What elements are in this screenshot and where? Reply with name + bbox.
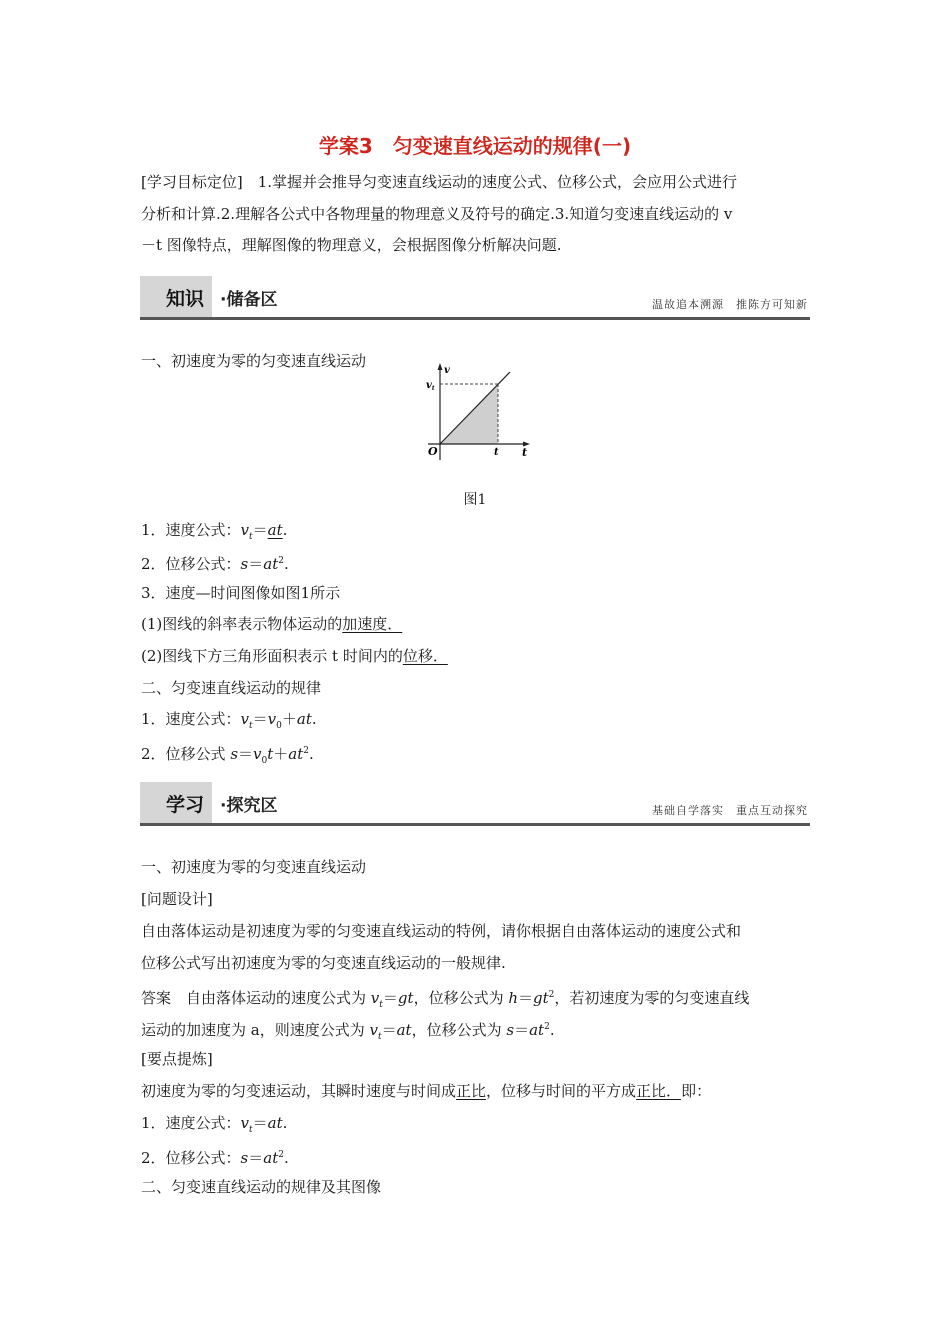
banner-slogan: 温故追本溯源 推陈方可知新: [652, 298, 808, 311]
t-tick-label: t: [494, 447, 499, 458]
banner-slogan: 基础自学落实 重点互动探究: [652, 804, 808, 817]
section-banner-knowledge: [140, 276, 810, 320]
goals-line-3: －t 图像特点，理解图像的物理意义，会根据图像分析解决问题.: [141, 236, 562, 254]
slope-meaning: (1)图线的斜率表示物体运动的加速度．: [141, 615, 403, 633]
banner-subtitle: ·探究区: [220, 796, 278, 816]
origin-label: O: [428, 445, 438, 458]
section-heading: 二、匀变速直线运动的规律及其图像: [141, 1178, 382, 1196]
v-axis-label: v: [444, 365, 450, 376]
banner-title: 学习: [166, 794, 205, 816]
speed-formula: 1．速度公式：$v_t=at$.: [141, 1114, 288, 1135]
key-points-text: 初速度为零的匀变速运动，其瞬时速度与时间成正比，位移与时间的平方成正比．即：: [141, 1082, 712, 1100]
goals-line-1: [学习目标定位] 1.掌握并会推导匀变速直线运动的速度公式、位移公式，会应用公式进行: [141, 173, 738, 191]
banner-rule: [140, 823, 810, 826]
displacement-formula: 2．位移公式：$s=at^2$.: [141, 555, 289, 573]
section-heading: 一、初速度为零的匀变速直线运动: [141, 858, 367, 876]
v-axis-arrow: [438, 363, 443, 370]
banner-rule: [140, 317, 810, 320]
area-meaning: (2)图线下方三角形面积表示 t 时间内的位移．: [141, 647, 448, 665]
question-design-label: [问题设计]: [141, 890, 213, 908]
key-points-label: [要点提炼]: [141, 1050, 213, 1068]
banner-title: 知识: [166, 288, 205, 310]
speed-formula: 1．速度公式：$v_t=v_0+at$.: [141, 710, 317, 731]
displacement-formula: 2．位移公式：$s=at^2$.: [141, 1149, 289, 1167]
figure-caption: 图1: [463, 492, 487, 508]
vt-tick-label: $v_t$: [426, 380, 435, 392]
question-line-2: 位移公式写出初速度为零的匀变速直线运动的一般规律.: [141, 954, 506, 972]
answer-line-2: 运动的加速度为 a，则速度公式为 $v_t=at$，位移公式为 $s=at^2$.: [141, 1021, 555, 1042]
displacement-formula: 2．位移公式 $s=v_0t+at^2$.: [141, 745, 314, 766]
question-line-1: 自由落体运动是初速度为零的匀变速直线运动的特例，请你根据自由落体运动的速度公式和: [141, 922, 742, 940]
goals-line-2: 分析和计算.2.理解各公式中各物理量的物理意义及符号的确定.3.知道匀变速直线运动的 v: [141, 205, 733, 223]
t-axis-label: t: [522, 446, 528, 459]
vt-graph: [418, 362, 538, 462]
section-banner-learning: [140, 782, 810, 826]
section-heading: 一、初速度为零的匀变速直线运动: [141, 352, 367, 370]
speed-formula: 1．速度公式：$v_t=at$.: [141, 521, 288, 542]
answer-label: 答案: [141, 989, 172, 1007]
vt-graph-text: 3．速度—时间图像如图1所示: [141, 584, 341, 602]
banner-subtitle: ·储备区: [220, 290, 278, 310]
answer-line-1: 答案 自由落体运动的速度公式为 $v_t=gt$，位移公式为 $h=gt^2$，若初速度为零的匀变速直线: [141, 989, 750, 1010]
page-title: 学案3 匀变速直线运动的规律(一): [318, 134, 632, 158]
section-heading: 二、匀变速直线运动的规律: [141, 679, 322, 697]
